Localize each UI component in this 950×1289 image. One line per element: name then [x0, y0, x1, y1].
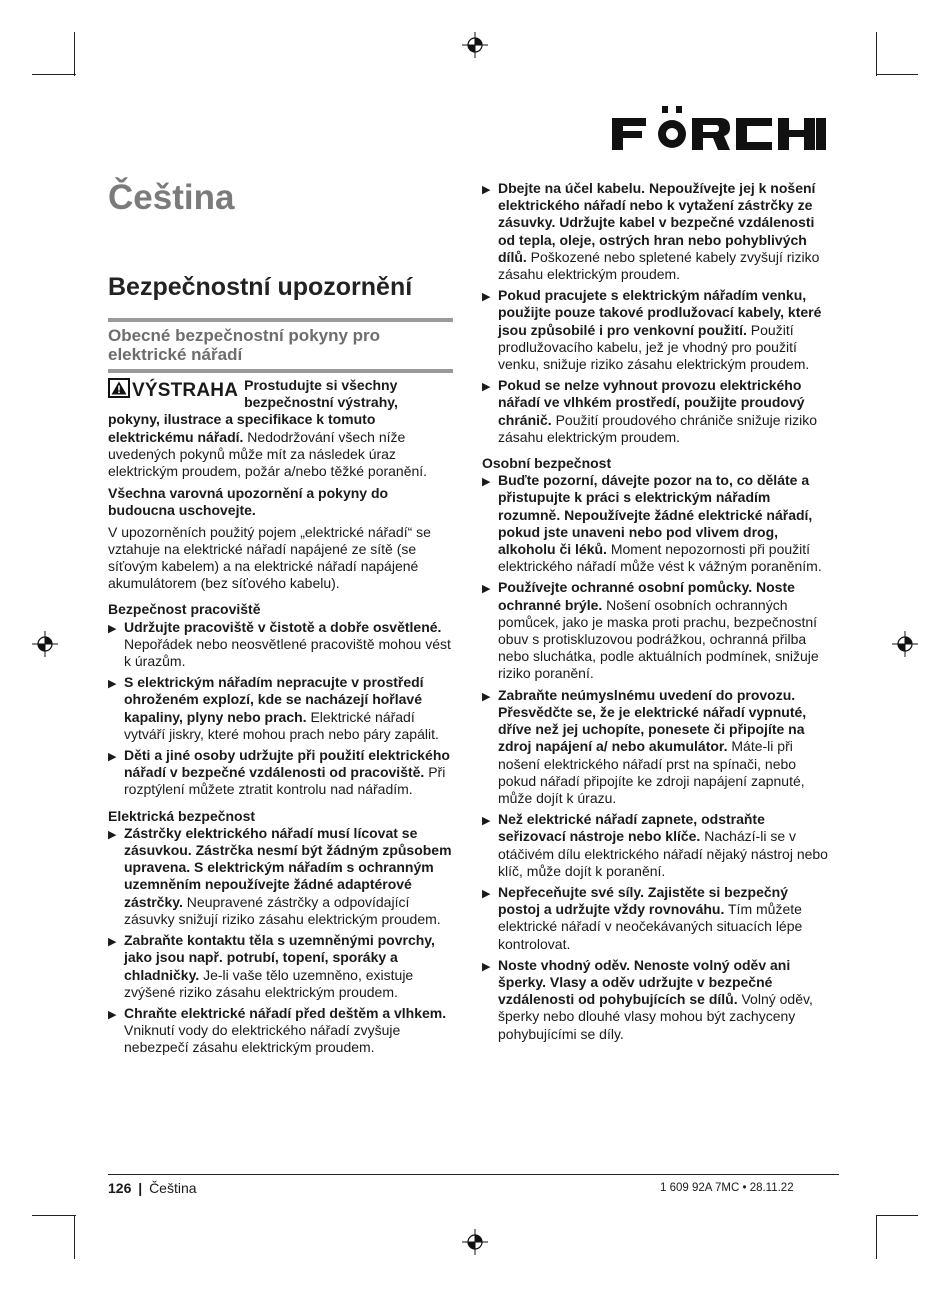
list-item: ▶ Zabraňte kontaktu těla s uzemněnými povrchy, jako jsou např. potrubí, topení, sporáky a chladničky. Je-li vaše tělo uzemněno, existuje zvýšené riziko zásahu elektrickým proudem. — [108, 932, 435, 1000]
language-title: Čeština — [108, 178, 235, 217]
right-column — [482, 180, 828, 1043]
bullet-arrow-icon: ▶ — [482, 887, 491, 900]
bullet-arrow-icon: ▶ — [108, 678, 117, 691]
list-item: ▶ Zástrčky elektrického nářadí musí lícovat se zásuvkou. Zástrčka nesmí být žádným způsobem upravena. S elektrickým nářadím s ochranným uzemněním nepoužívejte žádné adaptérové zástrčky. Neupravené zástrčky a odpovídající zásuvky snižují riziko zásahu elektrickým proudem. — [108, 824, 452, 927]
list-item: ▶ Udržujte pracoviště v čistotě a dobře osvětlené. Nepořádek nebo neosvětlené pracoviště mohou vést k úrazům. — [108, 618, 451, 670]
crop-mark — [74, 1215, 75, 1259]
list-item: ▶ S elektrickým nářadím nepracujte v prostředí ohroženém explozí, kde se nacházejí hořlavé kapaliny, plyny nebo prach. Elektrické nářadí vytváří jiskry, které mohou prach nebo páry zapálit. — [108, 674, 439, 742]
list-item: ▶ Nepřeceňujte své síly. Zajistěte si bezpečný postoj a udržujte vždy rovnováhu. Tím můžete elektrické nářadí v neočekávaných situacích lépe kontrolovat. — [482, 883, 803, 952]
list-item: ▶ Pokud se nelze vyhnout provozu elektrického nářadí ve vlhkém prostředí, použijte proudový chránič. Použití proudového chrániče snižuje riziko zásahu elektrickým proudem. — [482, 377, 818, 445]
bullet-arrow-icon: ▶ — [482, 690, 491, 703]
crop-mark — [74, 32, 75, 76]
list-item: ▶ Buďte pozorní, dávejte pozor na to, co děláte a přistupujte k práci s elektrickým nářadím rozumně. Nepoužívejte žádné elektrické nářadí, pokud jste unaveni nebo pod vlivem drog, alkoholu či léků. Moment nepozornosti při použití elektrického nářadí může vést k vážným poraněním. — [482, 472, 822, 575]
footer-language: Čeština — [149, 1180, 197, 1196]
bullet-arrow-icon: ▶ — [482, 960, 491, 973]
list-item: ▶ Noste vhodný oděv. Nenoste volný oděv ani šperky. Vlasy a oděv udržujte v bezpečné vzdálenosti od pohybujících se dílů. Volný oděv, šperky nebo dlouhé vlasy mohou být zachyceny pohybujícími se díly. — [482, 956, 813, 1042]
list-item: ▶ Pokud pracujete s elektrickým nářadím venku, použijte pouze takové prodlužovací kabely, které jsou způsobilé i pro venkovní použití. Použití prodlužovacího kabelu, jež je vhodný pro použití venku, snižuje riziko zásahu elektrickým proudem. — [482, 287, 822, 373]
crop-mark — [876, 1215, 877, 1259]
bullet-arrow-icon: ▶ — [108, 828, 117, 841]
bullet-arrow-icon: ▶ — [482, 815, 491, 828]
list-item: ▶ Dbejte na účel kabelu. Nepoužívejte jej k nošení elektrického nářadí nebo k vytažení zástrčky ze zásuvky. Udržujte kabel v bezpečné vzdálenosti od tepla, oleje, ostrých hran nebo pohyblivých dílů. Poškozené nebo spletené kabely zvyšují riziko zásahu elektrickým proudem. — [482, 180, 820, 283]
warning-triangle-icon — [108, 378, 130, 398]
page-number: 126 — [108, 1180, 132, 1196]
bullet-arrow-icon: ▶ — [108, 622, 117, 635]
heading-workplace: Bezpečnost pracoviště — [108, 601, 261, 618]
registration-mark-icon — [462, 32, 488, 58]
crop-mark — [32, 1215, 76, 1216]
heading-personal: Osobní bezpečnost — [482, 455, 612, 472]
list-item: ▶ Chraňte elektrické nářadí před deštěm a vlhkem. Vniknutí vody do elektrického nářadí zvyšuje nebezpečí zásahu elektrickým proudem. — [108, 1004, 447, 1056]
crop-mark — [32, 74, 76, 75]
bullet-arrow-icon: ▶ — [482, 184, 491, 196]
bullet-arrow-icon: ▶ — [482, 381, 491, 394]
registration-mark-icon — [32, 631, 58, 657]
list-item: ▶ Děti a jiné osoby udržujte při použití elektrického nářadí v bezpečné vzdálenosti od pracoviště. Při rozptýlení můžete ztratit kontrolu nad nářadím. — [108, 747, 450, 798]
bullet-arrow-icon: ▶ — [108, 751, 117, 764]
bullet-arrow-icon: ▶ — [482, 583, 491, 596]
warning-block: VÝSTRAHA Prostudujte si všechny bezpečnostní výstrahy, pokyny, ilustrace a specifikace k tomuto elektrickému nářadí. Nedodržování všech níže uvedených pokynů může mít za následek úraz elektrickým proudem, požár a/nebo těžké poranění. — [108, 377, 428, 480]
bullet-arrow-icon: ▶ — [108, 936, 117, 949]
heading-electrical: Elektrická bezpečnost — [108, 807, 256, 824]
footer-separator: | — [138, 1180, 143, 1196]
registration-mark-icon — [892, 631, 918, 657]
doc-code: 1 609 92A 7MC • 28.11.22 — [660, 1182, 794, 1194]
crop-mark — [876, 32, 877, 76]
bullet-arrow-icon: ▶ — [482, 291, 491, 304]
warning-label: VÝSTRAHA — [132, 380, 239, 401]
left-column: VÝSTRAHA Prostudujte si všechny bezpečnostní výstrahy, pokyny, ilustrace a specifikace k tomuto elektrickému nářadí. Nedodržování všech níže uvedených pokynů může mít za následek úraz elektrickým proudem, požár a/nebo těžké poranění. Všechna varovná upozornění a pokyny do budoucna uschovejte. V upozorněních použitý pojem „elektrické nářadí“ se vztahuje na elektrické nářadí napájené ze sítě (se síťovým kabelem) a na elektrické nářadí napájené akumulátorem (bez síťového kabelu). Bezpečnost pracoviště ▶ Udržujte pracoviště v čistotě a dobře osvětlené. Nepořádek nebo neosvětlené pracoviště mohou vést k úrazům. ▶ S elektrickým nářadím nepracujte v prostředí ohroženém explozí, kde se nacházejí hořlavé kapaliny, plyny nebo prach. Elektrické nářadí vytváří jiskry, které mohou prach nebo páry zapálit. ▶ Děti a jiné osoby udržujte při použití elektrického nářadí v bezpečné vzdálenosti od pracoviště. Při rozptýlení můžete ztratit kontrolu nad nářadím. Elektrická bezpečnost ▶ Zástrčky elektrického nářadí musí lícovat se zásuvkou. Zástrčka nesmí být žádným způsobem upravena. S elektrickým nářadím s ochranným uzemněním nepoužívejte žádné adaptérové zástrčky. Neupravené zástrčky a odpovídající zásuvky snižují riziko zásahu elektrickým proudem. ▶ Zabraňte kontaktu těla s uzemněnými povrchy, jako jsou např. potrubí, topení, sporáky a chladničky. Je-li vaše tělo uzemněno, existuje zvýšené riziko zásahu elektrickým proudem. ▶ Chraňte elektrické nářadí před deštěm a vlhkem. Vniknutí vody do elektrického nářadí zvyšuje nebezpečí zásahu elektrickým proudem. — [108, 377, 452, 1056]
section-title: Bezpečnostní upozornění — [108, 273, 413, 301]
crop-mark — [876, 74, 918, 75]
bullet-arrow-icon: ▶ — [482, 476, 491, 489]
list-item: ▶ Než elektrické nářadí zapnete, odstraňte seřizovací nástroje nebo klíče. Nachází-li se v otáčivém dílu elektrického nářadí nějaký nástroj nebo klíč, může dojít k poranění. — [482, 811, 828, 879]
subsection-title: Obecné bezpečnostní pokyny pro elektrické nářadí — [108, 318, 453, 373]
list-item: ▶ Zabraňte neúmyslnému uvedení do provozu. Přesvědčte se, že je elektrické nářadí vypnuté, dříve než jej uchopíte, ponesete či připojíte na zdroj napájení a/ nebo akumulátor. Máte-li při nošení elektrického nářadí prst na spínači, nebo pokud nářadí připojíte ke zdroji napájení zapnuté, může dojít k úrazu. — [482, 686, 807, 806]
forch-logo — [612, 104, 826, 150]
footer-divider — [108, 1174, 839, 1175]
crop-mark — [876, 1215, 918, 1216]
footer-page — [108, 1180, 197, 1196]
bullet-arrow-icon: ▶ — [108, 1008, 117, 1021]
list-item: ▶ Používejte ochranné osobní pomůcky. Noste ochranné brýle. Nošení osobních ochranných pomůcek, jako je maska proti prachu, bezpečnostní obuv s protiskluzovou podrážkou, ochranná přilba nebo sluchátka, podle aktuálních podmínek, snižuje riziko poranění. — [482, 579, 819, 682]
registration-mark-icon — [462, 1229, 488, 1255]
